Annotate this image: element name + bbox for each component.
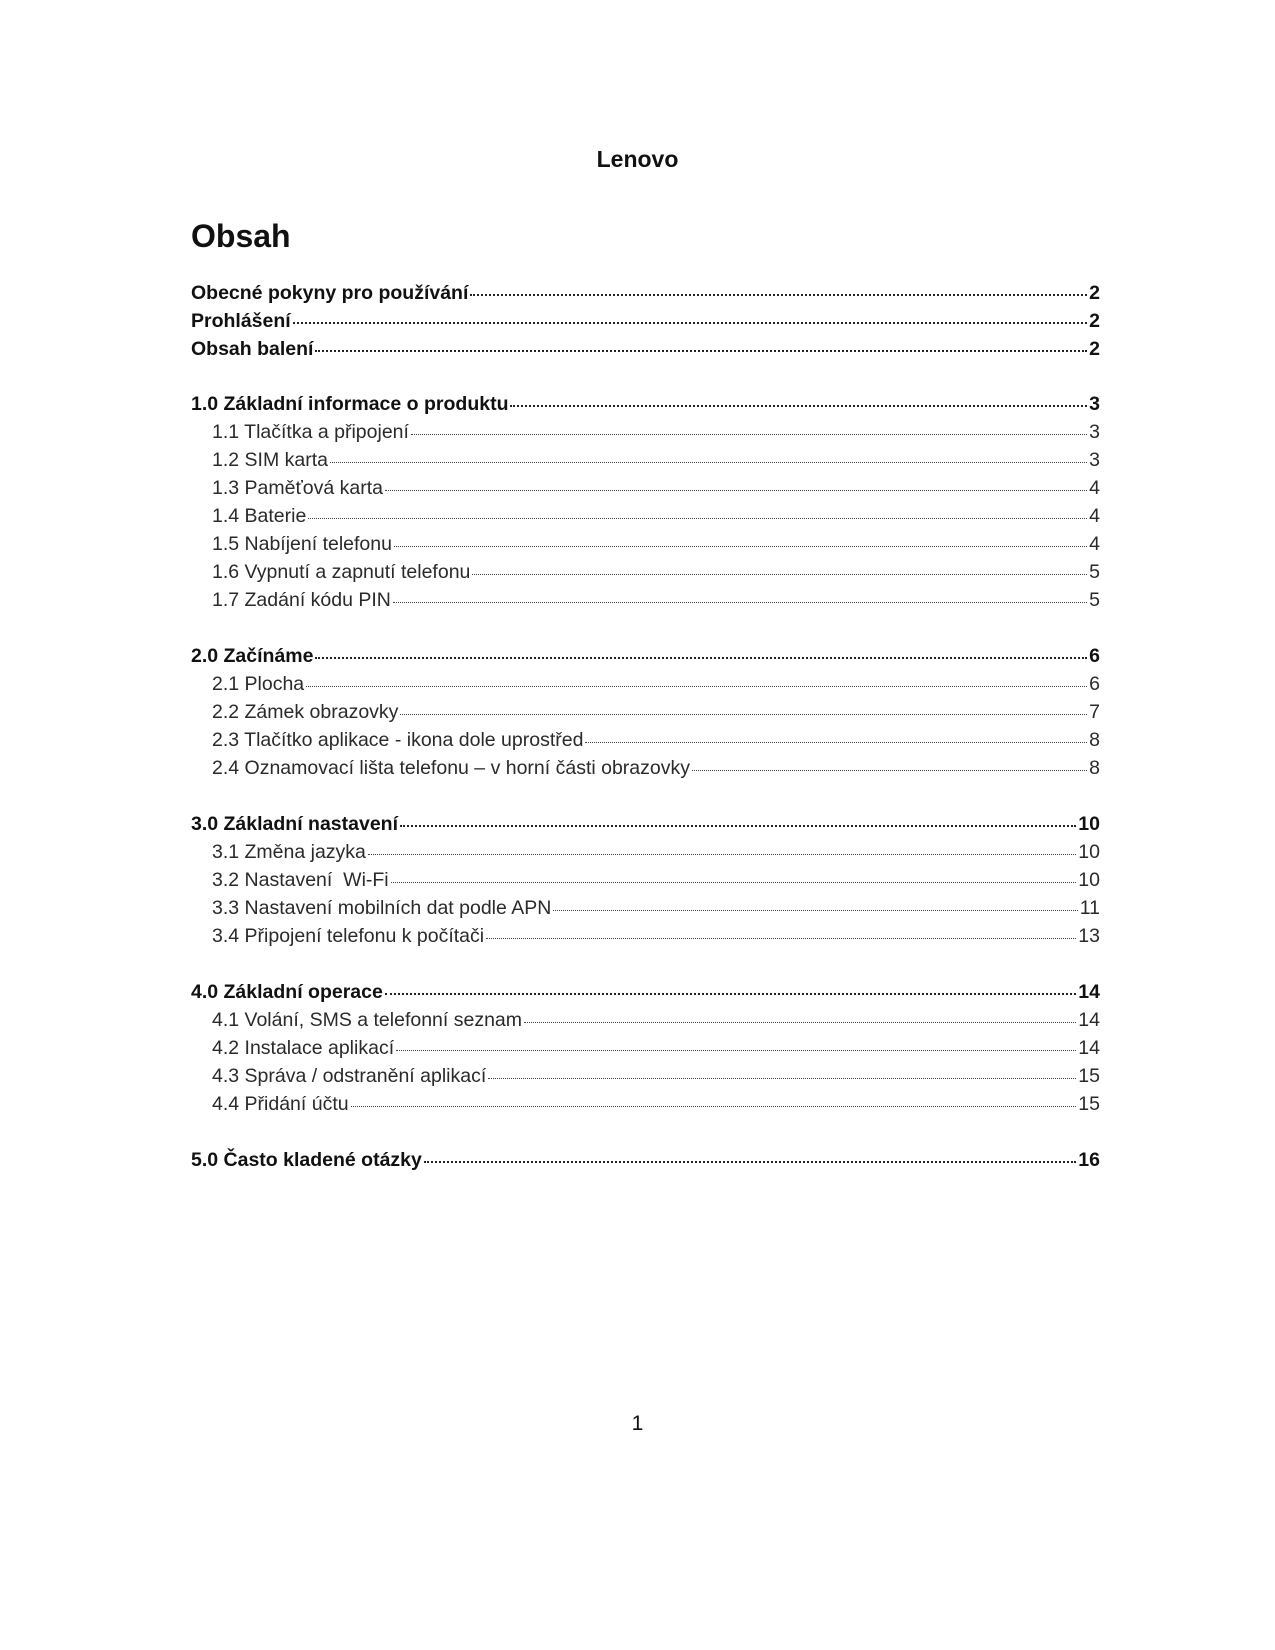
dot-leader [524,1021,1076,1023]
toc-subentry[interactable] [212,866,1100,894]
dot-leader [394,545,1087,547]
toc-heading: Obsah [191,218,291,254]
toc-entry-page: 13 [1078,925,1100,947]
toc-entry-label: Obecné pokyny pro používání [191,282,469,304]
toc-entry-label: 1.0 Základní informace o produktu [191,393,509,415]
toc-entry-page: 4 [1089,477,1100,499]
dot-leader [293,321,1087,324]
toc-entry-page: 15 [1078,1065,1100,1087]
toc-entry-label: 1.6 Vypnutí a zapnutí telefonu [212,561,471,583]
page-number: 1 [631,1412,644,1435]
toc-entry[interactable] [191,279,1100,307]
dot-leader [308,517,1087,519]
dot-leader [330,461,1087,463]
dot-leader [368,853,1076,855]
toc-entry-label: 1.2 SIM karta [212,449,328,471]
toc-section-3[interactable] [191,810,1100,838]
toc-entry-page: 10 [1078,813,1100,835]
dot-leader [585,741,1087,743]
toc-entry-label: 2.1 Plocha [212,673,305,695]
toc-entry-page: 14 [1078,1037,1100,1059]
toc-entry-label: 1.4 Baterie [212,505,307,527]
dot-leader [692,769,1087,771]
toc-entry-page: 6 [1089,673,1100,695]
toc-entry-label: 4.1 Volání, SMS a telefonní seznam [212,1009,523,1031]
toc-entry-label: 5.0 Často kladené otázky [191,1149,422,1171]
dot-leader [424,1160,1076,1163]
toc-subentry[interactable] [212,1090,1100,1118]
toc-entry-page: 3 [1089,421,1100,443]
dot-leader [391,881,1077,883]
toc-subentry[interactable] [212,922,1100,950]
toc-subentry[interactable] [212,586,1100,614]
toc-subentry[interactable] [212,698,1100,726]
toc-entry-label: 3.2 Nastavení Wi-Fi [212,869,389,891]
toc-entry-label: 2.2 Zámek obrazovky [212,701,399,723]
toc-entry-label: 4.2 Instalace aplikací [212,1037,395,1059]
toc-subentry[interactable] [212,754,1100,782]
toc-entry-page: 2 [1089,310,1100,332]
toc-entry-label: Obsah balení [191,338,314,360]
dot-leader [400,713,1087,715]
toc-entry-label: 3.1 Změna jazyka [212,841,366,863]
toc-entry-page: 4 [1089,505,1100,527]
dot-leader [393,601,1087,603]
dot-leader [486,937,1076,939]
toc-entry-label: 1.1 Tlačítka a připojení [212,421,409,443]
toc-subentry[interactable] [212,558,1100,586]
toc-section-1[interactable] [191,390,1100,418]
dot-leader [411,433,1087,435]
toc-entry-page: 10 [1078,841,1100,863]
toc-entry-label: 1.3 Paměťová karta [212,477,383,499]
toc-entry-label: 2.0 Začínáme [191,645,314,667]
toc-subentry[interactable] [212,502,1100,530]
toc-subentry[interactable] [212,1062,1100,1090]
toc-entry-label: Prohlášení [191,310,291,332]
document-header: Lenovo [596,146,679,172]
toc-entry-page: 7 [1089,701,1100,723]
toc-entry-page: 16 [1078,1149,1100,1171]
toc-subentry[interactable] [212,838,1100,866]
toc-section-2[interactable] [191,642,1100,670]
dot-leader [472,573,1087,575]
toc-subentry[interactable] [212,670,1100,698]
dot-leader [351,1105,1077,1107]
dot-leader [488,1077,1076,1079]
toc-entry-page: 5 [1089,561,1100,583]
toc-entry-page: 5 [1089,589,1100,611]
dot-leader [400,824,1076,827]
dot-leader [315,656,1087,659]
toc-subentry[interactable] [212,726,1100,754]
toc-entry-page: 3 [1089,449,1100,471]
toc-entry-label: 2.3 Tlačítko aplikace - ikona dole uprostřed [212,729,584,751]
toc-subentry[interactable] [212,418,1100,446]
toc-entry-label: 2.4 Oznamovací lišta telefonu – v horní části obrazovky [212,757,690,779]
toc-entry-page: 6 [1089,645,1100,667]
dot-leader [553,909,1077,911]
toc-entry-page: 4 [1089,533,1100,555]
toc-entry[interactable] [191,335,1100,363]
toc-section-5[interactable] [191,1146,1100,1174]
toc-entry-page: 2 [1089,338,1100,360]
toc-entry-label: 3.3 Nastavení mobilních dat podle APN [212,897,552,919]
dot-leader [385,489,1087,491]
toc-entry-page: 11 [1079,897,1100,919]
dot-leader [315,349,1087,352]
toc-subentry[interactable] [212,530,1100,558]
dot-leader [306,685,1087,687]
toc-entry-label: 4.3 Správa / odstranění aplikací [212,1065,487,1087]
toc-entry-page: 3 [1089,393,1100,415]
toc-entry-label: 3.4 Připojení telefonu k počítači [212,925,485,947]
toc-entry-page: 8 [1089,757,1100,779]
toc-subentry[interactable] [212,1034,1100,1062]
toc-entry-page: 10 [1078,869,1100,891]
toc-entry-page: 8 [1089,729,1100,751]
toc-entry-label: 1.5 Nabíjení telefonu [212,533,392,555]
toc-entry[interactable] [191,307,1100,335]
toc-section-4[interactable] [191,978,1100,1006]
toc-subentry[interactable] [212,474,1100,502]
dot-leader [470,293,1087,296]
toc-subentry[interactable] [212,1006,1100,1034]
toc-entry-page: 14 [1078,1009,1100,1031]
toc-entry-page: 14 [1078,981,1100,1003]
toc-subentry[interactable] [212,894,1100,922]
toc-entry-page: 15 [1078,1093,1100,1115]
toc-entry-label: 4.4 Přidání účtu [212,1093,349,1115]
dot-leader [385,992,1076,995]
toc-entry-label: 4.0 Základní operace [191,981,383,1003]
dot-leader [396,1049,1076,1051]
toc-subentry[interactable] [212,446,1100,474]
toc-entry-label: 1.7 Zadání kódu PIN [212,589,391,611]
dot-leader [510,404,1087,407]
toc-entry-label: 3.0 Základní nastavení [191,813,399,835]
toc-entry-page: 2 [1089,282,1100,304]
